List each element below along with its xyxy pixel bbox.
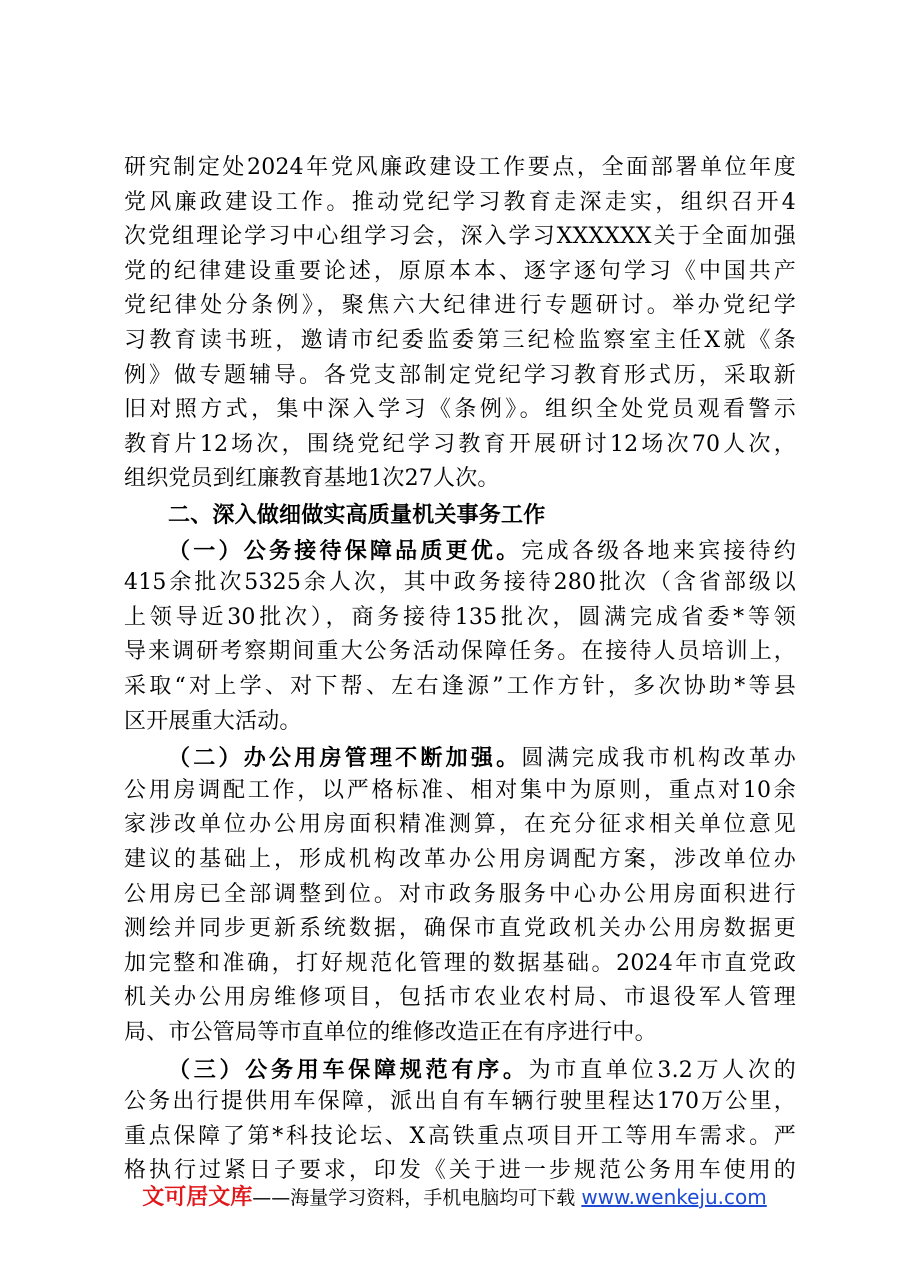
body-text-line: 次党组理论学习中心组学习会，深入学习XXXXXX关于全面加强 [124,224,796,250]
paragraph-first-line [168,1052,796,1088]
body-text-line: 公用房已全部调整到位。对市政务服务中心办公用房面积进行 [124,881,796,907]
body-text-line: 旧对照方式，集中深入学习《条例》。组织全处党员观看警示 [124,397,796,423]
body-text-line: 机关办公用房维修项目，包括市农业农村局、市退役军人管理 [124,985,796,1011]
paragraph-first-line [168,533,796,569]
body-text-line: 建议的基础上，形成机构改革办公用房调配方案，涉改单位办 [124,847,796,872]
body-text-line: 党风廉政建设工作。推动党纪学习教育走深走实，组织召开4 [124,189,796,215]
body-text-line: 加完整和准确，打好规范化管理的数据基础。2024年市直党政 [124,950,796,976]
footer-link[interactable]: www.wenkeju.com [581,1185,767,1209]
body-text-span: 为市直单位3.2万人次的 [528,1057,796,1083]
body-text-line: 教育片12场次，围绕党纪学习教育开展研讨12场次70人次， [124,431,796,457]
body-text-line: 例》做专题辅导。各党支部制定党纪学习教育形式历，采取新 [124,362,796,388]
body-text-line: 研究制定处2024年党风廉政建设工作要点，全面部署单位年度 [124,155,796,180]
subsection-title: （一）公务接待保障品质更优。 [168,537,522,564]
body-text-line: 公务出行提供用车保障，派出自有车辆行驶里程达170万公里， [124,1089,796,1115]
body-text-line: 导来调研考察期间重大公务活动保障任务。在接待人员培训上， [124,639,796,665]
section-heading: 二、深入做细做实高质量机关事务工作 [168,503,546,528]
body-text-line: 局、市公管局等市直单位的维修改造正在有序进行中。 [124,1020,657,1045]
body-text-line: 组织党员到红廉教育基地1次27人次。 [124,466,500,492]
body-text-line: 415余批次5325余人次，其中政务接待280批次（含省部级以 [124,570,796,596]
footer-banner [0,1180,909,1214]
body-text-span: 圆满完成我市机构改革办 [521,746,797,772]
body-text-line: 公用房调配工作，以严格标准、相对集中为原则，重点对10余 [124,777,796,803]
body-text-line: 习教育读书班，邀请市纪委监委第三纪检监察室主任X就《条 [124,328,796,353]
body-text-span: 完成各级各地来宾接待约 [521,538,797,564]
footer-slogan: ——海量学习资料，手机电脑均可下载 [252,1187,576,1209]
body-text-line: 上领导近30批次），商务接待135批次，圆满完成省委*等领 [124,604,796,630]
subsection-title: （二）办公用房管理不断加强。 [168,745,522,772]
body-text-line: 采取“对上学、对下帮、左右逢源”工作方针，多次协助*等县 [124,674,796,699]
body-text-line: 测绘并同步更新系统数据，确保市直党政机关办公用房数据更 [124,916,796,942]
body-text-line: 党纪律处分条例》，聚焦六大纪律进行专题研讨。举办党纪学 [124,293,796,319]
footer-brand: 文可居文库 [142,1185,253,1210]
paragraph-first-line [168,740,796,776]
body-text-line: 区开展重大活动。 [124,708,302,734]
body-text-line: 家涉改单位办公用房面积精准测算，在充分征求相关单位意见 [124,812,796,838]
body-text-line: 格执行过紧日子要求，印发《关于进一步规范公务用车使用的 [124,1158,796,1184]
body-text-line: 重点保障了第*科技论坛、X高铁重点项目开工等用车需求。严 [124,1123,796,1149]
body-text-line: 党的纪律建设重要论述，原原本本、逐字逐句学习《中国共产 [124,258,796,284]
subsection-title: （三）公务用车保障规范有序。 [168,1056,529,1083]
